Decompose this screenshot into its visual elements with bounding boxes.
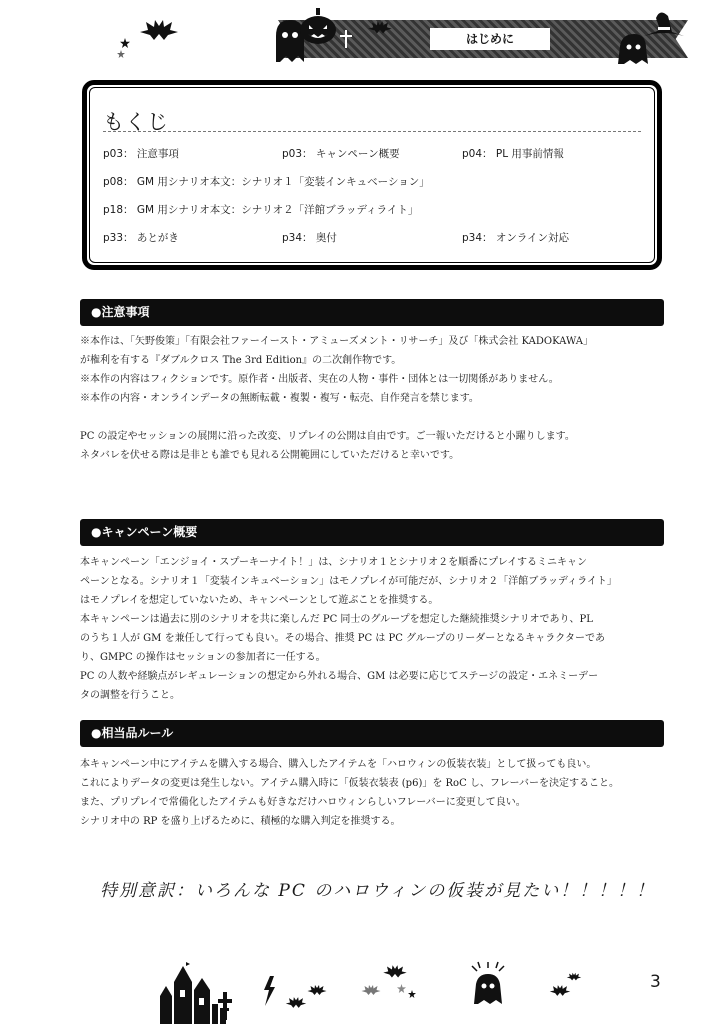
bat-icon bbox=[306, 984, 328, 997]
bat-icon bbox=[366, 20, 394, 36]
star-icon bbox=[408, 990, 416, 998]
toc-item-scenario-1[interactable]: p08： GM 用シナリオ本文：シナリオ１「変装インキュベーション」 bbox=[103, 176, 430, 188]
bat-icon bbox=[360, 984, 382, 997]
body-line: タの調整を行うこと。 bbox=[80, 690, 180, 701]
body-line: また、プリプレイで常備化したアイテムも好きなだけハロウィンらしいフレーバーに変更して良い。 bbox=[80, 797, 526, 808]
bat-icon bbox=[382, 964, 408, 980]
toc-divider bbox=[103, 131, 641, 132]
section-heading-equivalent-rule: ●相当品ルール bbox=[80, 720, 664, 747]
pumpkin-icon bbox=[298, 8, 338, 46]
body-line: シナリオ中の RP を盛り上げるために、積極的な購入判定を推奨する。 bbox=[80, 816, 401, 827]
toc-item-scenario-2[interactable]: p18： GM 用シナリオ本文：シナリオ２「洋館ブラッディライト」 bbox=[103, 204, 419, 216]
body-line: PC の人数や経験点がレギュレーションの想定から外れる場合、GM は必要に応じてステージの設定・エネミーデー bbox=[80, 671, 599, 682]
bat-icon bbox=[548, 984, 572, 998]
toc-item-campaign-overview[interactable]: p03： キャンペーン概要 bbox=[282, 148, 400, 160]
body-line: 本キャンペーンは過去に別のシナリオを共に楽しんだ PC 同士のグループを想定した継続推奨シナリオであり、PL bbox=[80, 614, 593, 625]
body-line: のうち１人が GM を兼任して行っても良い。その場合、推奨 PC は PC グループのリーダーとなるキャラクターであ bbox=[80, 633, 606, 644]
body-line: ネタバレを伏せる際は是非とも誰でも見れる公開範囲にしていただけると幸いです。 bbox=[80, 450, 460, 461]
bat-icon bbox=[138, 18, 180, 44]
body-line: ※本作の内容はフィクションです。原作者・出版者、実在の人物・事件・団体とは一切関係がありません。 bbox=[80, 374, 559, 385]
star-icon bbox=[117, 50, 125, 58]
body-line: り、GMPC の操作はセッションの参加者に一任する。 bbox=[80, 652, 326, 663]
body-line: が権利を有する『ダブルクロス The 3rd Edition』の二次創作物です。 bbox=[80, 355, 402, 366]
star-icon bbox=[120, 38, 130, 48]
cross-icon bbox=[218, 992, 232, 1020]
section-heading-campaign-overview: ●キャンペーン概要 bbox=[80, 519, 664, 546]
bat-icon bbox=[284, 996, 308, 1010]
body-line: ペーンとなる。シナリオ１「変装インキュベーション」はモノプレイが可能だが、シナリオ２「洋館ブラッディライト」 bbox=[80, 576, 617, 587]
toc-item-cautions[interactable]: p03： 注意事項 bbox=[103, 148, 179, 160]
section-label: はじめに bbox=[430, 28, 550, 50]
body-line: ※本作の内容・オンラインデータの無断転載・複製・複写・転売、自作発言を禁じます。 bbox=[80, 393, 479, 404]
toc-item-online[interactable]: p34： オンライン対応 bbox=[462, 232, 570, 244]
body-line: ※本作は、「矢野俊策」「有限会社ファーイースト・アミューズメント・リサーチ」及び「株式会社 KADOKAWA」 bbox=[80, 336, 593, 347]
body-line: 本キャンペーン「エンジョイ・スプーキーナイト！」は、シナリオ１とシナリオ２を順番にプレイするミニキャン bbox=[80, 557, 587, 568]
ghost-icon bbox=[470, 962, 506, 1006]
toc-item-colophon[interactable]: p34： 奥付 bbox=[282, 232, 337, 244]
body-line: これによりデータの変更は発生しない。アイテム購入時に「仮装衣装表 (p6)」を RoC し、フレーバーを決定すること。 bbox=[80, 778, 620, 789]
page-number: 3 bbox=[650, 972, 661, 992]
ghost-icon bbox=[616, 32, 650, 66]
bat-icon bbox=[566, 972, 582, 982]
toc-item-afterword[interactable]: p33： あとがき bbox=[103, 232, 179, 244]
toc-title: もくじ bbox=[103, 110, 169, 134]
star-icon bbox=[397, 984, 406, 993]
lightning-icon bbox=[262, 976, 276, 1006]
handwritten-note: 特別意訳：いろんな PC のハロウィンの仮装が見たい！！！！！ bbox=[100, 881, 656, 901]
body-line: はモノプレイを想定していないため、キャンペーンとして遊ぶことを推奨する。 bbox=[80, 595, 439, 606]
body-line: PC の設定やセッションの展開に沿った改変、リプレイの公開は自由です。ご一報いただけると小躍りします。 bbox=[80, 431, 575, 442]
cross-icon bbox=[340, 30, 352, 48]
toc-item-pl-info[interactable]: p04： PL 用事前情報 bbox=[462, 148, 564, 160]
section-heading-cautions: ●注意事項 bbox=[80, 299, 664, 326]
body-line: 本キャンペーン中にアイテムを購入する場合、購入したアイテムを「ハロウィンの仮装衣装」として扱っても良い。 bbox=[80, 759, 597, 770]
